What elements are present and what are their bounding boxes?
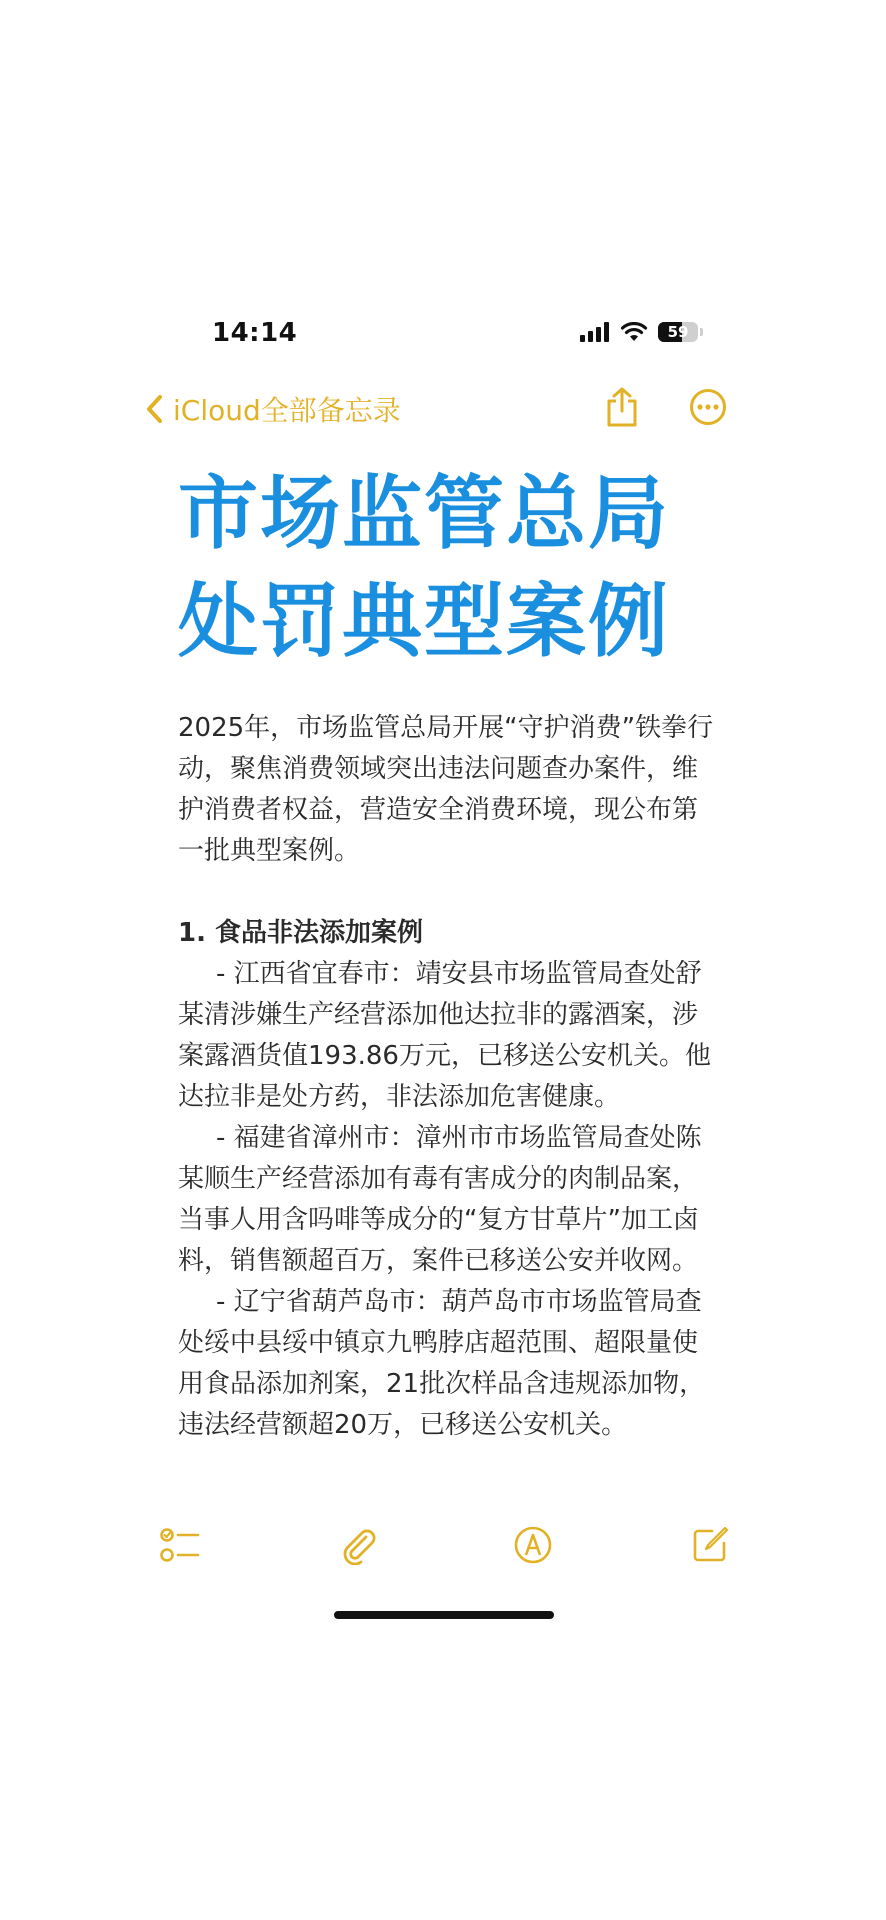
pen-tip-circle-icon xyxy=(513,1525,553,1565)
checklist-button[interactable] xyxy=(155,1520,205,1570)
note-title[interactable]: 市场监管总局处罚典型案例 xyxy=(178,467,670,668)
bottom-toolbar xyxy=(0,1520,886,1570)
share-button[interactable] xyxy=(600,385,644,429)
status-bar xyxy=(0,318,886,352)
wifi-icon xyxy=(620,322,648,342)
paperclip-icon xyxy=(338,1525,378,1565)
home-indicator xyxy=(334,1611,554,1619)
share-icon xyxy=(605,387,639,427)
chevron-left-icon xyxy=(145,394,163,424)
note-body[interactable] xyxy=(178,708,718,1446)
ellipsis-circle-icon xyxy=(689,388,727,426)
case-item: - 福建省漳州市：漳州市市场监管局查处陈某顺生产经营添加有毒有害成分的肉制品案，当事人用含吗啡等成分的“复方甘草片”加工卤料，销售额超百万，案件已移送公安并收网。 xyxy=(178,1123,702,1276)
nav-bar xyxy=(0,385,886,433)
status-time: 14:14 xyxy=(212,318,298,348)
status-icons xyxy=(580,322,703,342)
markup-button[interactable] xyxy=(508,1520,558,1570)
more-options-button[interactable] xyxy=(686,385,730,429)
battery-icon xyxy=(658,322,698,342)
battery-level: 59 xyxy=(667,323,689,341)
paragraph-gap xyxy=(178,872,718,913)
compose-icon xyxy=(690,1525,730,1565)
compose-button[interactable] xyxy=(685,1520,735,1570)
attachment-button[interactable] xyxy=(333,1520,383,1570)
case-item: - 江西省宜春市：靖安县市场监管局查处舒某清涉嫌生产经营添加他达拉非的露酒案，涉案露酒货值193.86万元，已移送公安机关。他达拉非是处方药，非法添加危害健康。 xyxy=(178,959,711,1112)
back-button-label: iCloud全部备忘录 xyxy=(173,394,401,427)
checklist-icon xyxy=(160,1527,200,1563)
battery-tip xyxy=(700,328,703,336)
case-item: - 辽宁省葫芦岛市：葫芦岛市市场监管局查处绥中县绥中镇京九鸭脖店超范围、超限量使用食品添加剂案，21批次样品含违规添加物，违法经营额超20万，已移送公安机关。 xyxy=(178,1287,706,1440)
note-intro: 2025年，市场监管总局开展“守护消费”铁拳行动，聚焦消费领域突出违法问题查办案件，维护消费者权益，营造安全消费环境，现公布第一批典型案例。 xyxy=(178,713,714,866)
cellular-signal-icon xyxy=(580,322,610,342)
back-button[interactable] xyxy=(145,389,401,429)
section-heading: 1. 食品非法添加案例 xyxy=(178,918,424,948)
